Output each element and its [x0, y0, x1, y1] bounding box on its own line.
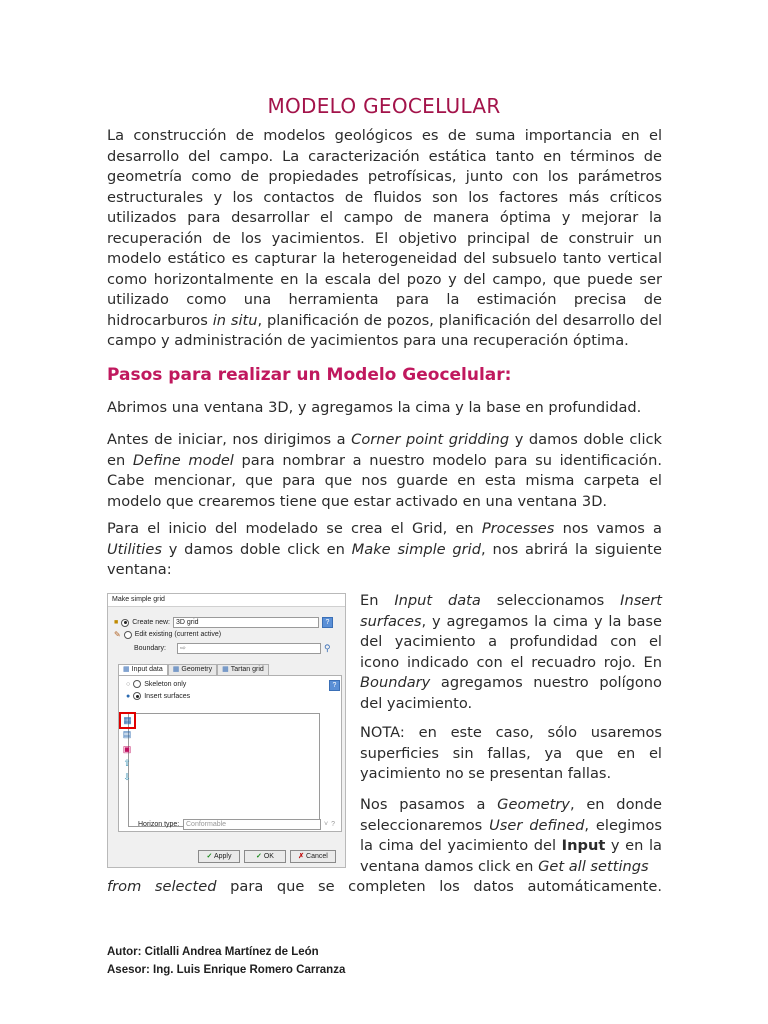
- footer-author: Autor: Citlalli Andrea Martínez de León: [107, 946, 319, 958]
- cancel-button[interactable]: ✗ Cancel: [290, 850, 336, 863]
- skeleton-only-row: [126, 680, 186, 688]
- geometry-paragraph-end: from selected para que se completen los datos automáticamente.: [107, 878, 662, 895]
- make-simple-grid-dialog: [107, 593, 346, 868]
- boundary-label: Boundary:: [134, 645, 166, 652]
- delete-surface-icon[interactable]: ▣: [122, 744, 132, 754]
- tab-tartan-grid[interactable]: ▦ Tartan grid: [217, 664, 269, 675]
- horizon-type-select[interactable]: Conformable: [183, 819, 321, 830]
- edit-existing-label: Edit existing (current active): [134, 631, 222, 638]
- grid-tab-icon: ▦: [172, 666, 180, 673]
- check-icon: ✓: [256, 853, 262, 860]
- insert-surfaces-row: [126, 692, 190, 700]
- insert-surface-button[interactable]: ▦: [119, 712, 136, 729]
- help-button[interactable]: ?: [331, 821, 335, 828]
- create-new-row: [114, 617, 333, 628]
- arrow-drop-icon: ⇨: [180, 645, 186, 652]
- steps-heading: Pasos para realizar un Modelo Geocelular:: [107, 365, 512, 385]
- move-up-icon[interactable]: ⇧: [123, 758, 131, 768]
- skeleton-icon: ○: [126, 680, 131, 688]
- lock-icon: ■: [114, 619, 119, 626]
- horizon-type-label: Horizon type:: [138, 821, 180, 828]
- skeleton-only-radio[interactable]: [133, 680, 141, 688]
- intro-paragraph: La construcción de modelos geológicos es de suma importancia en el desarrollo del campo. La caracterización estática tanto en términos de geometría como de propiedades petrofísicas, junto con los parámetros estructurales y los contactos de fluidos son los factores más críticos utilizados para desarrollar el campo de manera óptima y mejorar la recuperación de los yacimientos. El objetivo principal de construir un modelo estático es capturar la heterogeneidad del subsuelo tanto vertical como horizontalmente en la escala del pozo y del campo, que puede ser utilizado como una herramienta para la estimación precisa de hidrocarburos in situ, planificación de pozos, planificación del desarrollo del campo y administración de yacimientos para una recuperación óptima.: [107, 127, 663, 349]
- step-2-paragraph: Antes de iniciar, nos dirigimos a Corner point gridding y damos doble click en Define model para nombrar a nuestro modelo para su identificación. Cabe mencionar, que para que nos guarde en esta misma carpeta el modelo que crearemos tiene que estar activado en una ventana 3D.: [107, 431, 663, 510]
- dialog-title: Make simple grid: [108, 594, 345, 607]
- search-icon[interactable]: ⚲: [324, 643, 331, 653]
- note-paragraph: NOTA: en este caso, sólo usaremos superficies sin fallas, ya que en el yacimiento no se presentan fallas.: [360, 724, 662, 782]
- geometry-paragraph: Nos pasamos a Geometry, en donde seleccionaremos User defined, elegimos la cima del yacimiento del Input y en la ventana damos click en Get all settings: [360, 796, 662, 875]
- footer-advisor: Asesor: Ing. Luis Enrique Romero Carranza: [107, 964, 346, 976]
- edit-existing-row: [114, 630, 221, 639]
- grid-tab-icon: ▦: [222, 666, 229, 673]
- step-3-paragraph: Para el inicio del modelado se crea el Grid, en Processes nos vamos a Utilities y damos doble click en Make simple grid, nos abrirá la siguiente ventana:: [107, 520, 662, 578]
- move-down-icon[interactable]: ⇩: [123, 772, 131, 782]
- boundary-row: [134, 643, 331, 654]
- ok-button[interactable]: ✓ OK: [244, 850, 286, 863]
- page-title: MODELO GEOCELULAR: [267, 94, 501, 118]
- boundary-input[interactable]: [177, 643, 321, 654]
- pencil-icon: ✎: [114, 630, 121, 639]
- append-surface-icon[interactable]: ▤: [122, 729, 132, 739]
- help-button[interactable]: ?: [322, 617, 333, 628]
- surfaces-list[interactable]: [128, 713, 320, 827]
- apply-button[interactable]: ✓ Apply: [198, 850, 240, 863]
- tab-geometry[interactable]: ▦ Geometry: [168, 664, 217, 675]
- create-new-radio[interactable]: [121, 619, 129, 627]
- tab-input-data[interactable]: ▦ Input data: [118, 664, 168, 675]
- insert-surfaces-radio[interactable]: [133, 692, 141, 700]
- close-icon: ✗: [298, 853, 305, 860]
- dialog-tabs: [118, 664, 269, 675]
- step-1-paragraph: Abrimos una ventana 3D, y agregamos la cima y la base en profundidad.: [107, 399, 642, 416]
- insert-surfaces-label: Insert surfaces: [144, 692, 191, 700]
- skeleton-only-label: Skeleton only: [144, 680, 187, 688]
- chevron-down-icon: ˅: [324, 821, 329, 828]
- edit-existing-radio[interactable]: [124, 631, 132, 639]
- create-new-label: Create new:: [132, 619, 170, 626]
- horizon-type-row: [138, 819, 335, 830]
- surface-icon: ●: [126, 692, 131, 700]
- grid-tab-icon: ▦: [123, 666, 130, 673]
- create-new-input[interactable]: 3D grid: [173, 617, 319, 628]
- check-icon: ✓: [206, 853, 213, 860]
- help-button[interactable]: ?: [329, 680, 340, 691]
- input-data-paragraph: En Input data seleccionamos Insert surfaces, y agregamos la cima y la base del yacimiento a profundidad con el icono indicado con el recuadro rojo. En Boundary agregamos nuestro polígono del yacimiento.: [360, 592, 662, 712]
